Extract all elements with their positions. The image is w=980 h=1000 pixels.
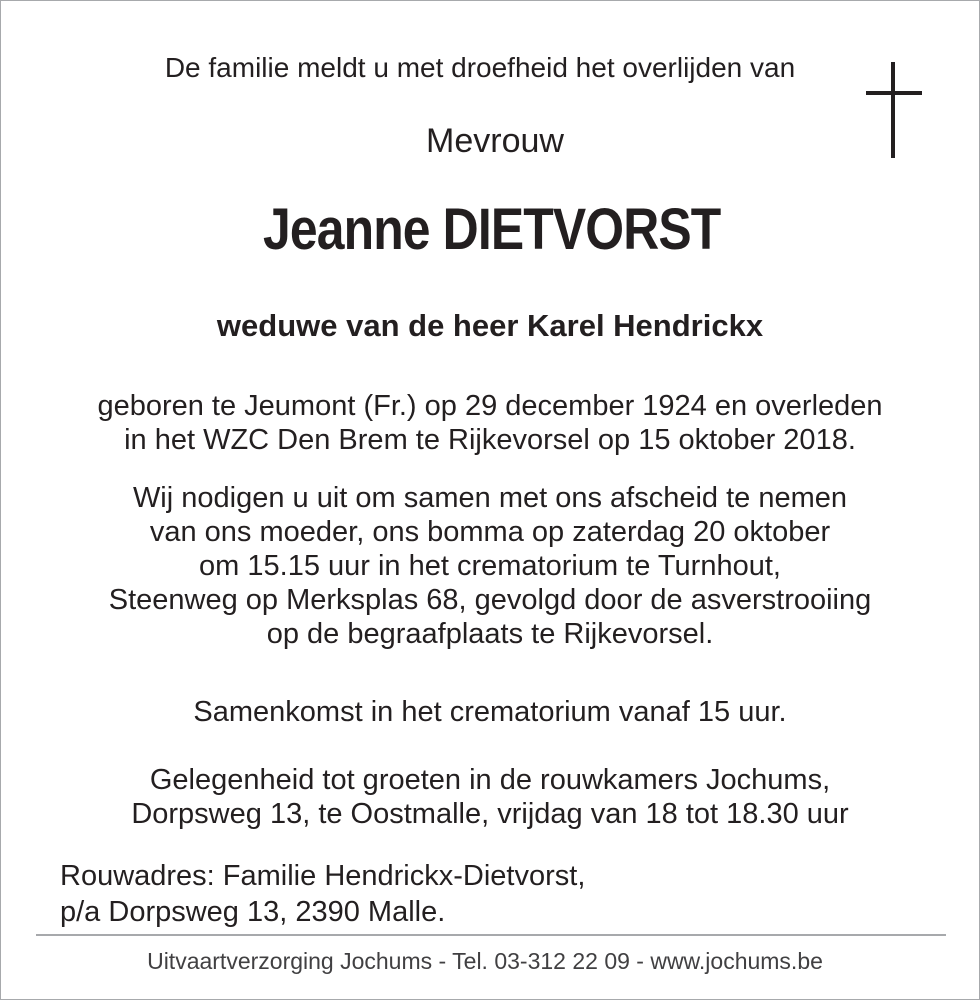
mourning-address bbox=[60, 858, 585, 930]
honorific: Mevrouw bbox=[426, 122, 564, 160]
paragraph-line: Gelegenheid tot groeten in de rouwkamers Jochums, bbox=[149, 764, 831, 796]
funeral-home-footer: Uitvaartverzorging Jochums - Tel. 03-312 22 09 - www.jochums.be bbox=[147, 948, 823, 974]
paragraph-line: Wij nodigen u uit om samen met ons afscheid te nemen bbox=[132, 482, 848, 514]
paragraph-line: geboren te Jeumont (Fr.) op 29 december 1924 en overleden bbox=[97, 390, 883, 422]
paragraph-line: om 15.15 uur in het crematorium te Turnhout, bbox=[199, 550, 781, 582]
address-line: Rouwadres: Familie Hendrickx-Dietvorst, bbox=[60, 860, 586, 892]
paragraph-line: van ons moeder, ons bomma op zaterdag 20 oktober bbox=[149, 516, 831, 548]
paragraph-line: Steenweg op Merksplas 68, gevolgd door de asverstrooiing bbox=[108, 584, 872, 616]
viewing-paragraph bbox=[0, 763, 980, 831]
address-line: p/a Dorpsweg 13, 2390 Malle. bbox=[60, 896, 446, 928]
intro-text: De familie meldt u met droefheid het overlijden van bbox=[164, 52, 796, 83]
birth-death-paragraph bbox=[0, 389, 980, 457]
paragraph-line: Dorpsweg 13, te Oostmalle, vrijdag van 18 tot 18.30 uur bbox=[131, 798, 849, 830]
deceased-name: Jeanne DIETVORST bbox=[262, 197, 721, 262]
gathering-text: Samenkomst in het crematorium vanaf 15 uur. bbox=[193, 696, 787, 728]
footer-divider bbox=[36, 934, 946, 936]
paragraph-line: op de begraafplaats te Rijkevorsel. bbox=[266, 618, 714, 650]
paragraph-line: in het WZC Den Brem te Rijkevorsel op 15 oktober 2018. bbox=[124, 424, 856, 456]
widow-of: weduwe van de heer Karel Hendrickx bbox=[216, 308, 764, 343]
invitation-paragraph bbox=[0, 481, 980, 651]
